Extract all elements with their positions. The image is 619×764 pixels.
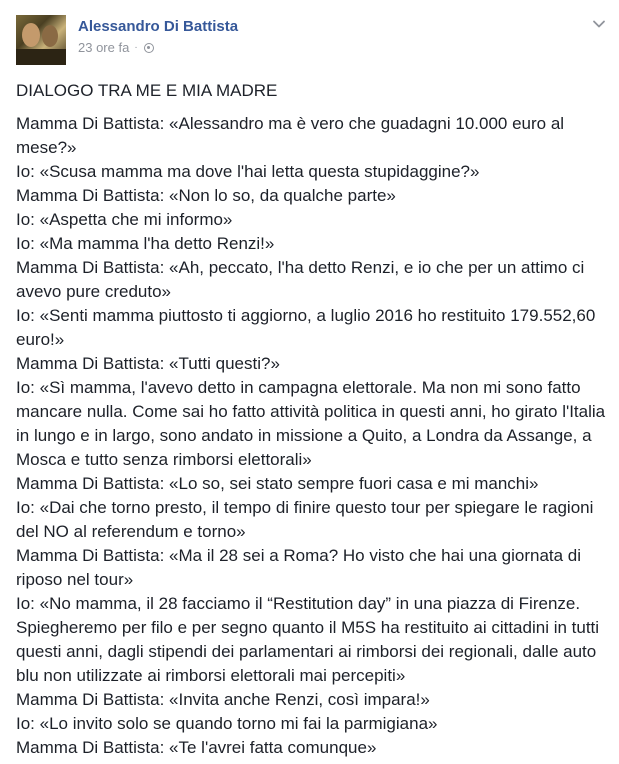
dialogue-line: Mamma Di Battista: «Te l'avrei fatta comunque» (16, 738, 377, 757)
post-body (16, 79, 608, 760)
post-timestamp[interactable]: 23 ore fa (78, 40, 130, 55)
avatar-shoulders (16, 49, 66, 65)
dialogue-line: Mamma Di Battista: «Non lo so, da qualche parte» (16, 186, 396, 205)
dialogue-line: Mamma Di Battista: «Ah, peccato, l'ha detto Renzi, e io che per un attimo ci avevo pure creduto» (16, 258, 585, 301)
dialogue-line: Io: «Senti mamma piuttosto ti aggiorno, a luglio 2016 ho restituito 179.552,60 euro!» (16, 306, 596, 349)
dialogue-line: Mamma Di Battista: «Tutti questi?» (16, 354, 280, 373)
avatar-face-left (22, 23, 40, 47)
dialogue-line: Mamma Di Battista: «Alessandro ma è vero che guadagni 10.000 euro al mese?» (16, 114, 565, 157)
dialogue-line: Io: «Lo invito solo se quando torno mi fai la parmigiana» (16, 714, 438, 733)
dialogue-line: Io: «Sì mamma, l'avevo detto in campagna elettorale. Ma non mi sono fatto mancare nulla. Come sai ho fatto attività politica in questi anni, ho girato l'Italia in lungo e in largo, sono andato in missione a Quito, a Londra da Assange, a Mosca e tutto senza rimborsi elettorali» (16, 378, 606, 469)
chevron-down-icon[interactable] (592, 17, 606, 31)
avatar[interactable] (16, 15, 66, 65)
post-meta (78, 40, 154, 55)
avatar-face-right (42, 25, 58, 47)
dialogue-line: Io: «No mamma, il 28 facciamo il “Restitution day” in una piazza di Firenze. Spiegheremo per filo e per segno quanto il M5S ha restituito ai cittadini in tutti questi anni, dagli stipendi dei parlamentari ai rimborsi dei regionali, dalle auto blu non utilizzate ai rimborsi elettorali mai percepiti» (16, 594, 600, 685)
dialogue-line: Io: «Aspetta che mi informo» (16, 210, 233, 229)
dialogue-line: Io: «Ma mamma l'ha detto Renzi!» (16, 234, 275, 253)
dialogue-line: Mamma Di Battista: «Invita anche Renzi, così impara!» (16, 690, 430, 709)
author-name-link[interactable]: Alessandro Di Battista (78, 18, 239, 35)
dialogue-line: Mamma Di Battista: «Ma il 28 sei a Roma? Ho visto che hai una giornata di riposo nel tour» (16, 546, 582, 589)
post-header (16, 15, 606, 65)
dialogue-line: Io: «Scusa mamma ma dove l'hai letta questa stupidaggine?» (16, 162, 480, 181)
globe-icon[interactable] (144, 43, 154, 53)
post-title: DIALOGO TRA ME E MIA MADRE (16, 81, 278, 100)
dialogue-line: Mamma Di Battista: «Lo so, sei stato sempre fuori casa e mi manchi» (16, 474, 539, 493)
meta-separator: · (134, 42, 138, 53)
dialogue-line: Io: «Dai che torno presto, il tempo di finire questo tour per spiegare le ragioni del NO al referendum e torno» (16, 498, 594, 541)
